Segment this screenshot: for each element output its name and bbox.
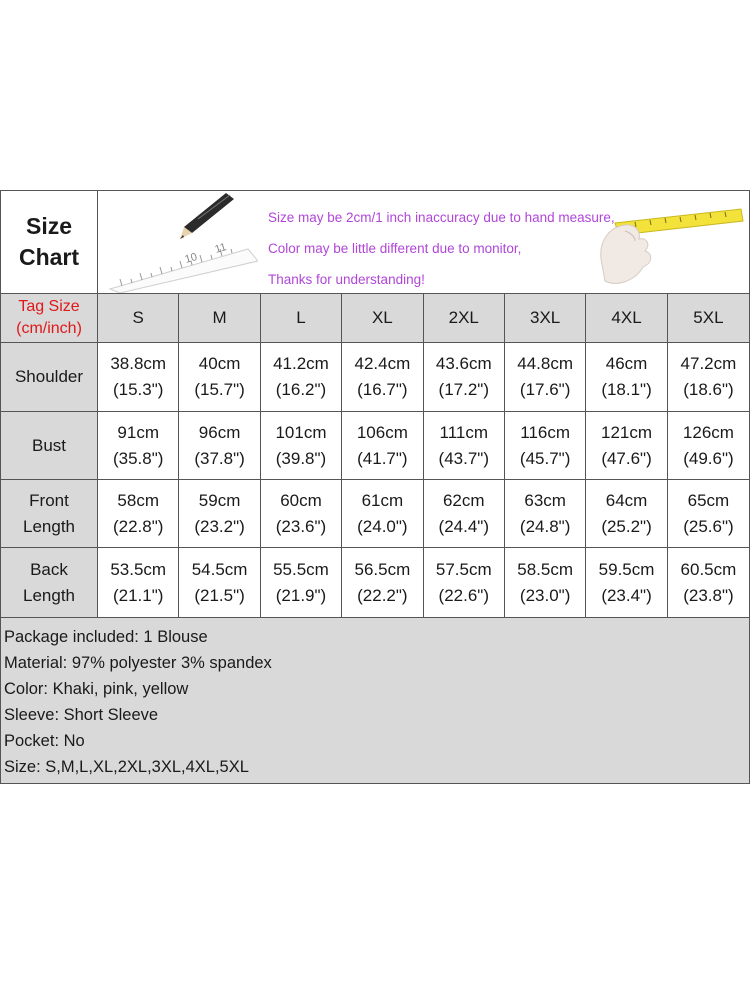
cm-value: 126cm	[682, 422, 734, 442]
chart-title-line2: Chart	[18, 244, 80, 270]
inch-value: (24.0")	[357, 516, 408, 536]
note-thanks: Thanks for understanding!	[268, 272, 425, 287]
pencil-ruler-icon	[98, 191, 258, 293]
info-pocket: Pocket: No	[4, 732, 85, 750]
inch-value: (15.3")	[112, 380, 164, 399]
row-label-text: Shoulder	[14, 367, 84, 386]
measurement-cell	[586, 343, 667, 412]
inch-value: (22.6")	[438, 585, 489, 605]
inch-value: (25.6")	[683, 516, 734, 536]
inch-value: (18.6")	[683, 380, 734, 399]
size-header: 3XL	[505, 294, 586, 343]
inch-value: (16.2")	[275, 380, 327, 399]
row-label-text: Back	[30, 559, 68, 579]
measurement-cell	[342, 548, 423, 618]
inch-value: (22.8")	[112, 516, 164, 536]
cm-value: 60.5cm	[680, 559, 737, 579]
hand-measuring-tape-icon	[595, 201, 745, 289]
ruler-number-11: 11	[213, 241, 228, 256]
inch-value: (43.7")	[438, 448, 489, 468]
inch-value: (24.4")	[438, 516, 489, 536]
cm-value: 63cm	[524, 490, 566, 510]
measurement-cell	[668, 343, 749, 412]
cm-value: 106cm	[356, 422, 408, 442]
cm-value: 121cm	[601, 422, 653, 442]
inch-value: (37.8")	[194, 448, 245, 468]
cm-value: 58.5cm	[517, 559, 574, 579]
cm-value: 41.2cm	[273, 354, 329, 373]
measurement-cell	[668, 412, 749, 480]
inch-value: (17.6")	[519, 380, 571, 399]
row-label-text: Bust	[31, 435, 67, 455]
measurement-cell	[424, 343, 505, 412]
measurement-cell	[98, 343, 179, 412]
info-sleeve: Sleeve: Short Sleeve	[4, 706, 159, 724]
info-material: Material: 97% polyester 3% spandex	[4, 654, 272, 672]
cm-value: 55.5cm	[273, 559, 329, 579]
chart-title-line1: Size	[25, 213, 73, 239]
cm-value: 62cm	[442, 490, 485, 510]
inch-value: (23.8")	[683, 585, 734, 605]
measurement-cell	[586, 548, 667, 618]
cm-value: 54.5cm	[191, 559, 248, 579]
cm-value: 43.6cm	[435, 354, 492, 373]
measurement-cell	[586, 480, 667, 548]
inch-value: (41.7")	[357, 448, 408, 468]
cm-value: 47.2cm	[680, 354, 737, 373]
info-package: Package included: 1 Blouse	[4, 628, 208, 646]
measurement-cell	[342, 480, 423, 548]
cm-value: 44.8cm	[517, 354, 574, 373]
note-inaccuracy: Size may be 2cm/1 inch inaccuracy due to hand measure,	[268, 210, 615, 225]
size-chart-table	[0, 190, 750, 784]
product-info-panel	[1, 618, 749, 783]
chart-title	[1, 191, 98, 294]
cm-value: 58cm	[117, 490, 159, 510]
inch-value: (15.7")	[194, 380, 245, 399]
measurement-cell	[179, 343, 260, 412]
inch-value: (23.6")	[275, 516, 327, 536]
tag-size-row	[1, 294, 749, 343]
measurement-cell	[342, 412, 423, 480]
inch-value: (21.1")	[112, 585, 164, 605]
measurement-cell	[98, 412, 179, 480]
measurement-cell	[179, 412, 260, 480]
measurement-banner	[98, 191, 749, 294]
inch-value: (18.1")	[601, 380, 652, 399]
cm-value: 116cm	[520, 422, 571, 442]
note-color: Color may be little different due to monitor,	[268, 241, 522, 256]
inch-value: (16.7")	[357, 380, 408, 399]
row-label-text: Length	[23, 585, 75, 605]
ruler-number-10: 10	[183, 250, 199, 266]
measurement-cell	[261, 480, 342, 548]
table-row-bust	[1, 412, 749, 480]
cm-value: 59cm	[198, 490, 241, 510]
measurement-cell	[98, 480, 179, 548]
chart-header-row	[1, 191, 749, 294]
cm-value: 38.8cm	[110, 354, 167, 373]
size-header: M	[179, 294, 260, 343]
table-row-back-length	[1, 548, 749, 618]
measurement-cell	[261, 412, 342, 480]
inch-value: (21.9")	[275, 585, 327, 605]
tag-size-line1: Tag Size	[18, 298, 80, 315]
measurement-cell	[668, 480, 749, 548]
info-color: Color: Khaki, pink, yellow	[4, 680, 189, 698]
measurement-cell	[98, 548, 179, 618]
cm-value: 57.5cm	[435, 559, 492, 579]
cm-value: 111cm	[439, 422, 489, 442]
inch-value: (23.4")	[601, 585, 652, 605]
cm-value: 64cm	[605, 490, 648, 510]
size-header: L	[261, 294, 342, 343]
inch-value: (35.8")	[112, 448, 164, 468]
inch-value: (22.2")	[357, 585, 408, 605]
cm-value: 46cm	[605, 354, 648, 373]
cm-value: 61cm	[361, 490, 404, 510]
cm-value: 65cm	[687, 490, 730, 510]
row-label-text: Length	[23, 516, 75, 536]
measurement-cell	[505, 480, 586, 548]
measurement-cell	[261, 343, 342, 412]
tag-size-label	[1, 294, 98, 343]
cm-value: 53.5cm	[110, 559, 167, 579]
measurement-cell	[261, 548, 342, 618]
inch-value: (47.6")	[601, 448, 652, 468]
inch-value: (39.8")	[275, 448, 327, 468]
cm-value: 59.5cm	[598, 559, 655, 579]
measurement-cell	[424, 548, 505, 618]
cm-value: 40cm	[198, 354, 241, 373]
inch-value: (24.8")	[519, 516, 571, 536]
measurement-cell	[179, 548, 260, 618]
measurement-cell	[505, 548, 586, 618]
cm-value: 56.5cm	[354, 559, 411, 579]
table-row-front-length	[1, 480, 749, 548]
inch-value: (23.0")	[519, 585, 571, 605]
inch-value: (25.2")	[601, 516, 652, 536]
measurement-cell	[505, 412, 586, 480]
cm-value: 96cm	[198, 422, 241, 442]
inch-value: (17.2")	[438, 380, 489, 399]
cm-value: 60cm	[280, 490, 322, 510]
cm-value: 91cm	[117, 422, 159, 442]
info-size: Size: S,M,L,XL,2XL,3XL,4XL,5XL	[4, 758, 249, 776]
size-header: 5XL	[668, 294, 749, 343]
inch-value: (21.5")	[194, 585, 245, 605]
size-header: XL	[342, 294, 423, 343]
measurement-cell	[668, 548, 749, 618]
row-label-shoulder	[1, 343, 98, 412]
measurement-cell	[424, 480, 505, 548]
measurement-cell	[424, 412, 505, 480]
cm-value: 42.4cm	[354, 354, 411, 373]
measurement-cell	[179, 480, 260, 548]
row-label-text: Front	[29, 490, 69, 510]
measurement-cell	[342, 343, 423, 412]
table-row-shoulder	[1, 343, 749, 412]
measurement-cell	[586, 412, 667, 480]
inch-value: (49.6")	[683, 448, 734, 468]
row-label-bust	[1, 412, 98, 480]
measurement-cell	[505, 343, 586, 412]
tag-size-line2: (cm/inch)	[16, 320, 82, 337]
size-header: 2XL	[424, 294, 505, 343]
row-label-front-length	[1, 480, 98, 548]
inch-value: (45.7")	[519, 448, 571, 468]
size-header: 4XL	[586, 294, 667, 343]
cm-value: 101cm	[275, 422, 327, 442]
row-label-back-length	[1, 548, 98, 618]
size-header: S	[98, 294, 179, 343]
inch-value: (23.2")	[194, 516, 245, 536]
